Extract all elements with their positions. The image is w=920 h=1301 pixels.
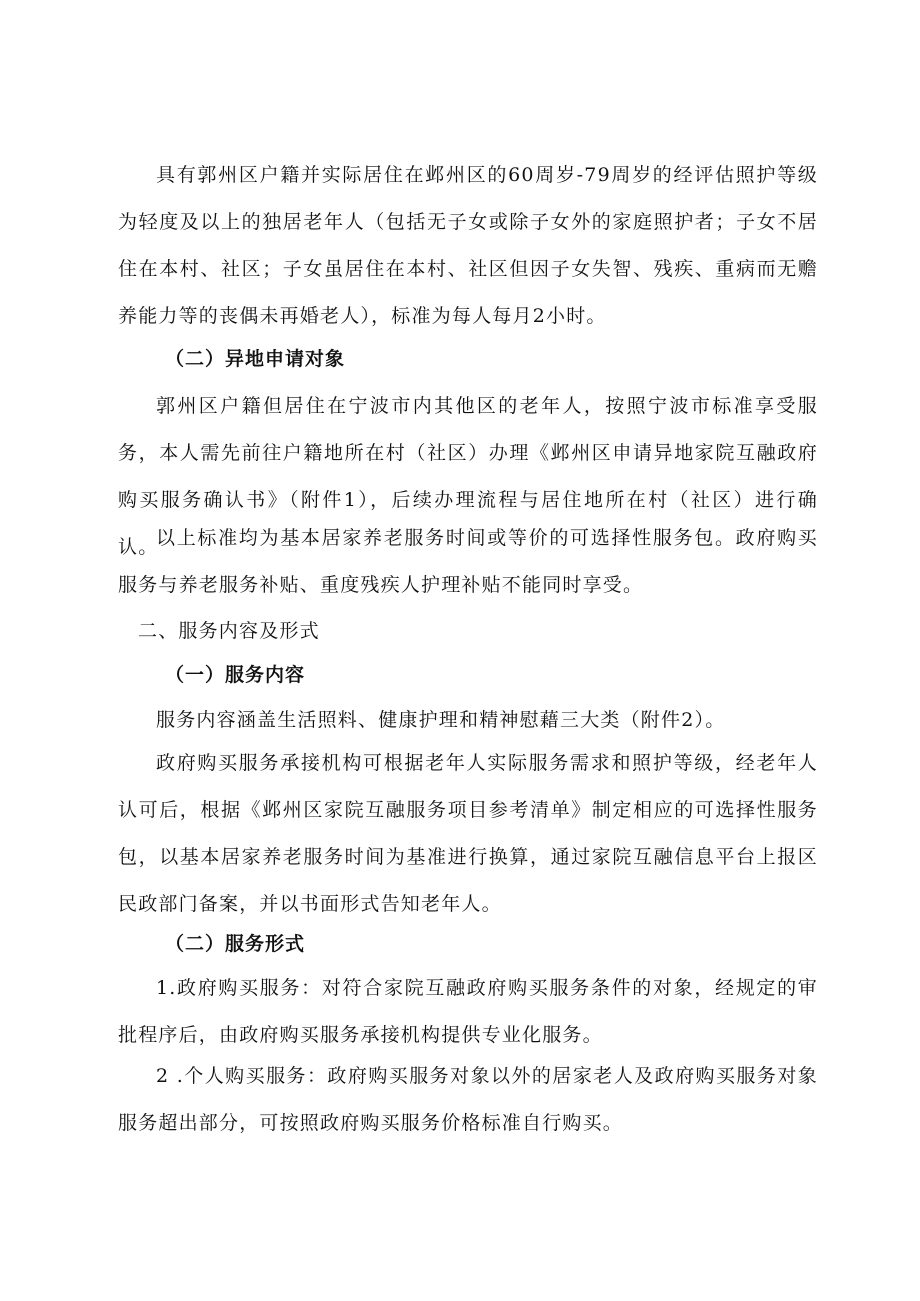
- paragraph-government-purchase: 1.政府购买服务：对符合家院互融政府购买服务条件的对象，经规定的审批程序后，由政府购买服务承接机构提供专业化服务。: [118, 977, 818, 1046]
- paragraph-standard-note: 以上标准均为基本居家养老服务时间或等价的可选择性服务包。政府购买服务与养老服务补贴、重度残疾人护理补贴不能同时享受。: [118, 527, 818, 596]
- heading-service-form: （二）服务形式: [165, 933, 306, 955]
- paragraph-remote-applicants: 郭州区户籍但居住在宁波市内其他区的老年人，按照宁波市标准享受服务，本人需先前往户籍地所在村（社区）办理《邺州区申请异地家院互融政府购买服务确认书》（附件1），后续办理流程与居住地所在村（社区）进行确认。: [118, 395, 818, 558]
- heading-section-2: 二、服务内容及形式: [138, 620, 320, 642]
- paragraph-eligibility-standard: 具有郭州区户籍并实际居住在邺州区的60周岁-79周岁的经评估照护等级为轻度及以上的独居老年人（包括无子女或除子女外的家庭照护者；子女不居住在本村、社区；子女虽居住在本村、社区但因子女失智、残疾、重病而无赡养能力等的丧偶未再婚老人），标准为每人每月2小时。: [118, 164, 818, 327]
- paragraph-personal-purchase: 2 .个人购买服务：政府购买服务对象以外的居家老人及政府购买服务对象服务超出部分，可按照政府购买服务价格标准自行购买。: [118, 1065, 818, 1134]
- paragraph-service-package: 政府购买服务承接机构可根据老年人实际服务需求和照护等级，经老年人认可后，根据《邺州区家院互融服务项目参考清单》制定相应的可选择性服务包，以基本居家养老服务时间为基准进行换算，通过家院互融信息平台上报区民政部门备案，并以书面形式告知老年人。: [118, 752, 818, 915]
- paragraph-service-content: 服务内容涵盖生活照料、健康护理和精神慰藉三大类（附件2）。: [156, 709, 726, 731]
- heading-remote-applicants: （二）异地申请对象: [165, 348, 346, 370]
- heading-service-content: （一）服务内容: [165, 664, 306, 686]
